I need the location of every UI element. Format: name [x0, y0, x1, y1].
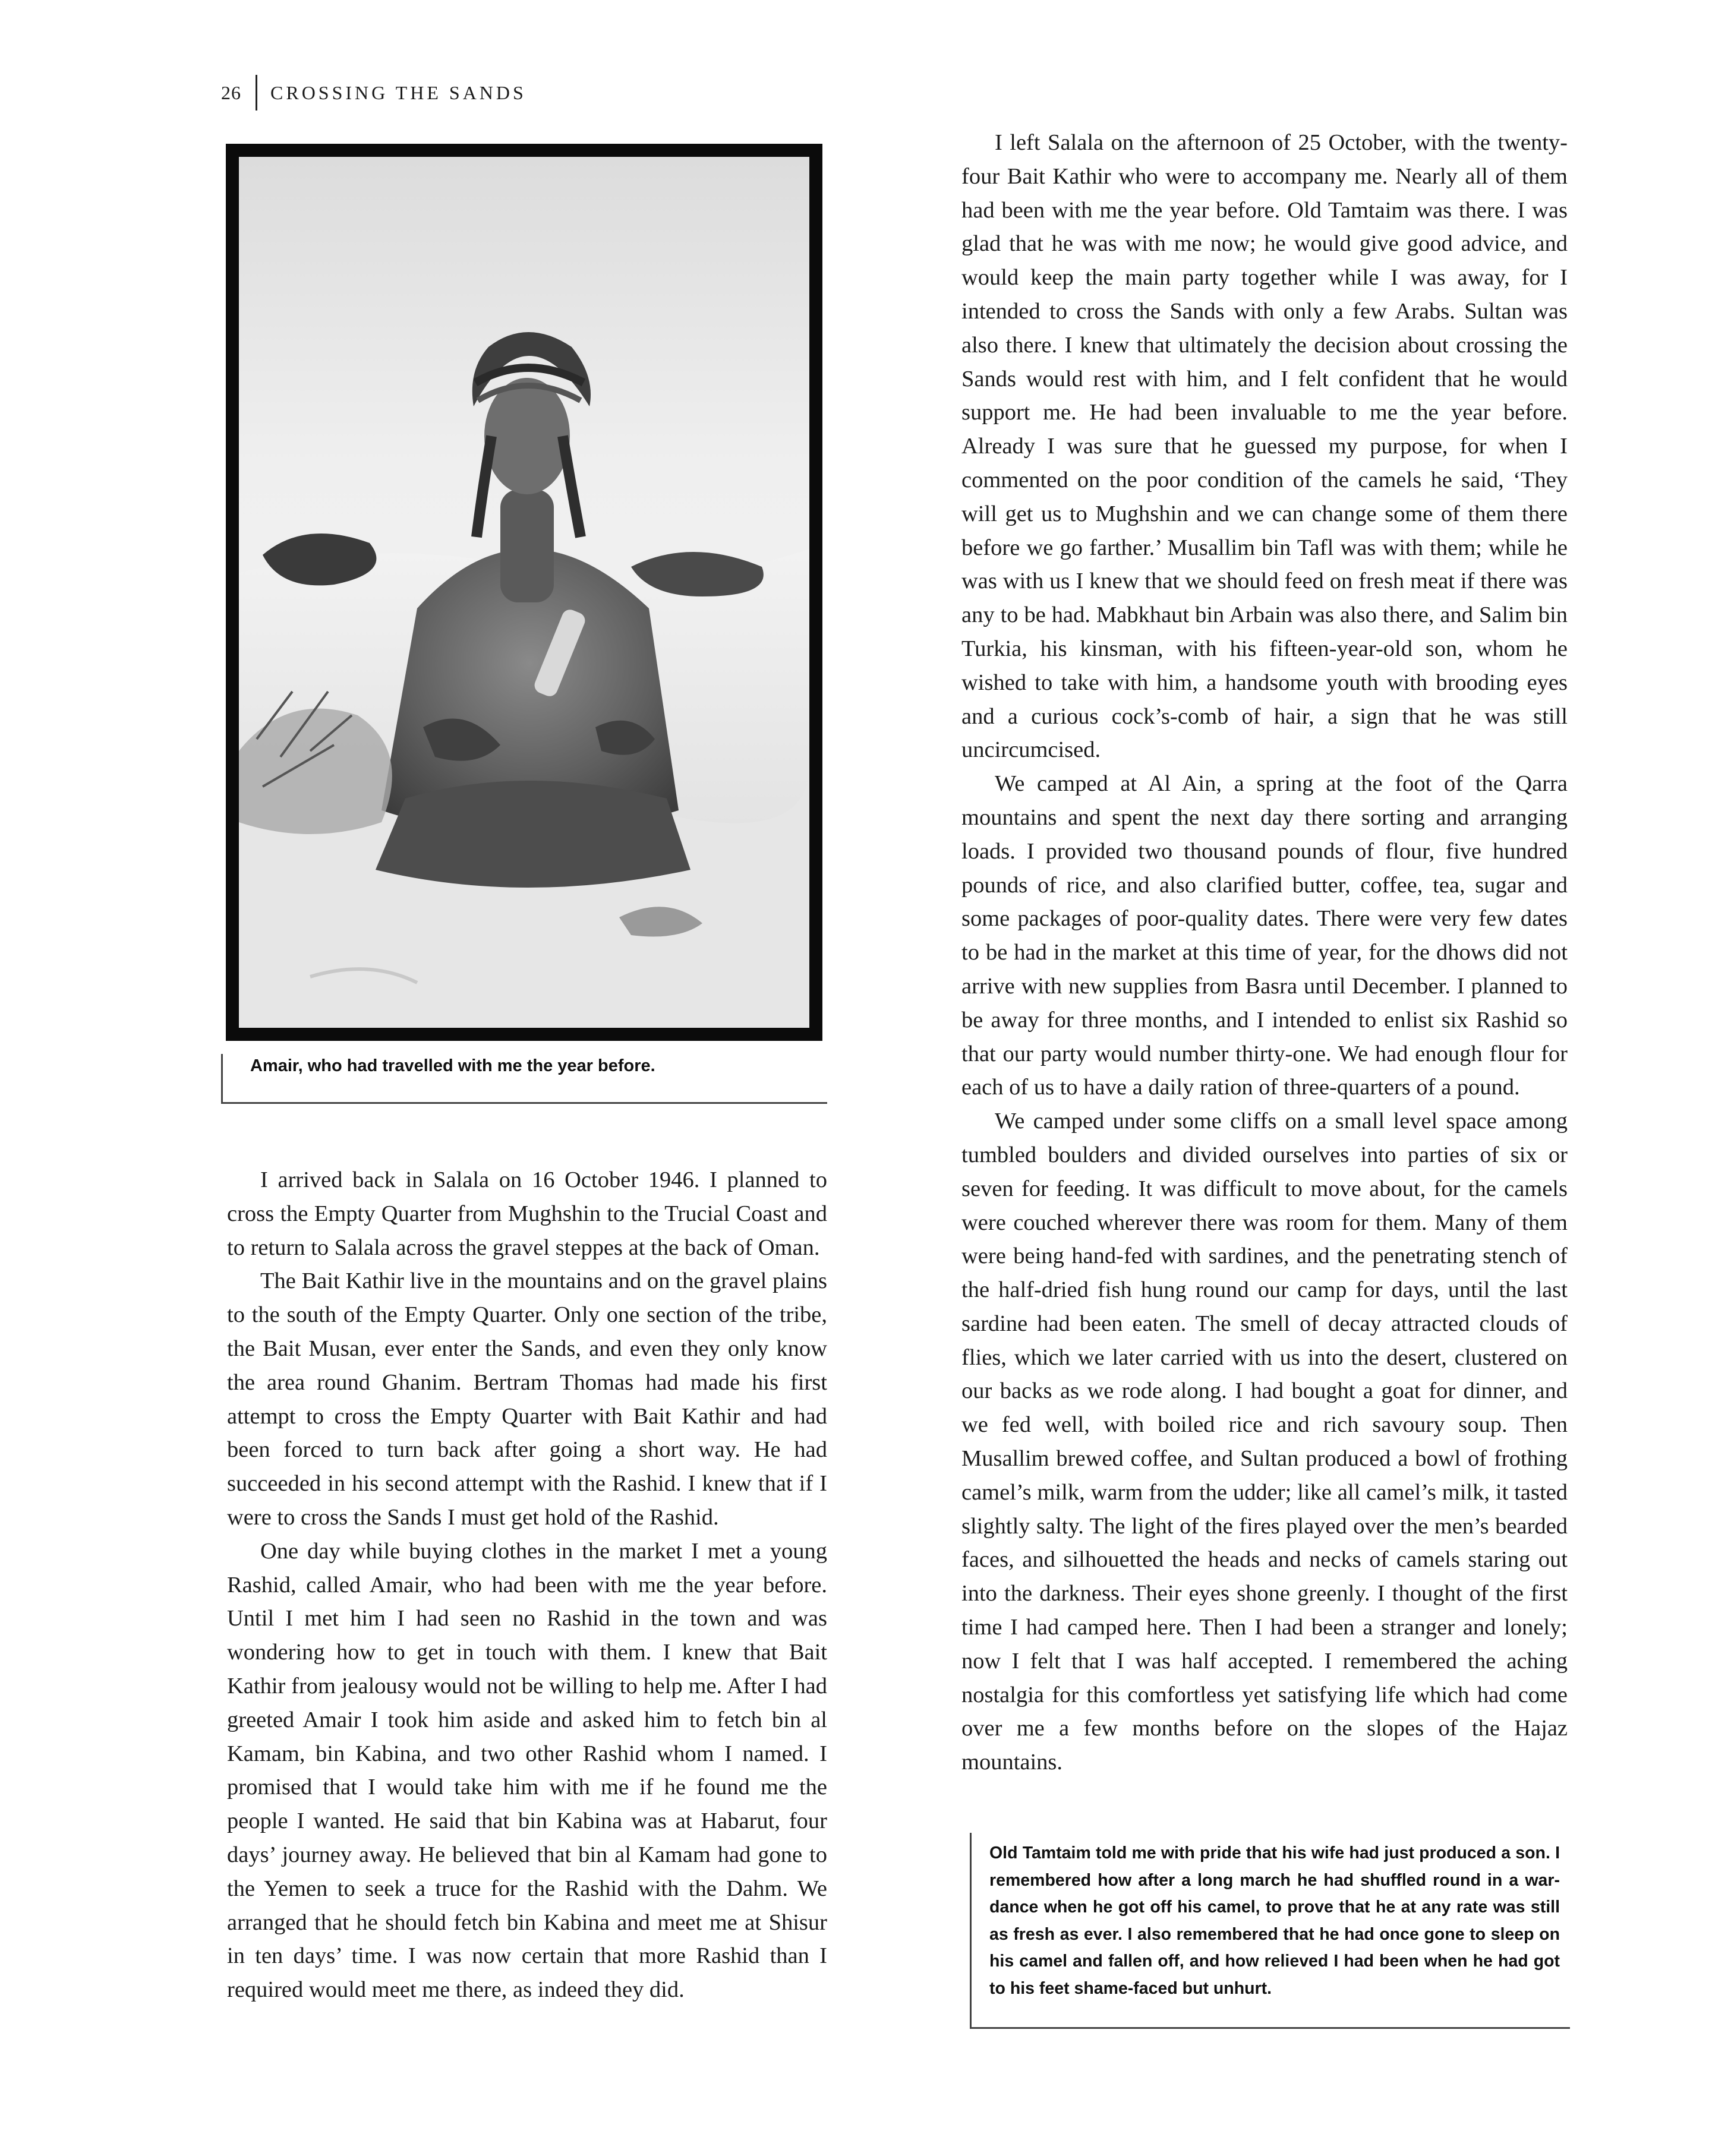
- right-text-column: [961, 126, 1568, 1779]
- photo-caption: Amair, who had travelled with me the year before.: [250, 1056, 655, 1075]
- sidebar-box: [970, 1833, 1570, 2029]
- running-header: [221, 76, 526, 109]
- paragraph: We camped at Al Ain, a spring at the foot of the Qarra mountains and spent the next day there sorting and arranging loads. I provided two thousand pounds of flour, five hundred pounds of rice, and also clarified butter, coffee, tea, sugar and some packages of poor-quality dates. There were very few dates to be had in the market at this time of year, for the dhows did not arrive with new supplies from Basra until December. I planned to be away for three months, and I intended to enlist six Rashid so that our party would number thirty-one. We had enough flour for each of us to have a daily ration of three-quarters of a pound.: [961, 771, 1568, 1100]
- sidebar-text: Old Tamtaim told me with pride that his wife had just produced a son. I remembered how after a long march he had shuffled round in a war-dance when he got off his camel, to prove that he at any rate was still as fresh as ever. I also remembered that he had once gone to sleep on his camel and fallen off, and how relieved I had been when he had got to his feet shame-faced but unhurt.: [989, 1844, 1560, 1998]
- header-divider: [256, 75, 257, 111]
- paragraph: One day while buying clothes in the market I met a young Rashid, called Amair, who had been with me the year before. Until I met him I had seen no Rashid in the town and was wondering how to get in touch with them. I knew that Bait Kathir from jealousy would not be willing to help me. After I had greeted Amair I took him aside and asked him to fetch bin al Kamam, bin Kabina, and two other Rashid whom I named. I promised that I would take him with me if he found me the people I wanted. He said that bin Kabina was at Habarut, four days’ journey away. He believed that bin al Kamam had gone to the Yemen to seek a truce for the Rashid with the Dahm. We arranged that he should fetch bin Kabina and meet me at Shisur in ten days’ time. I was now certain that more Rashid than I required would meet me there, as indeed they did.: [227, 1538, 827, 2003]
- paragraph: The Bait Kathir live in the mountains and on the gravel plains to the south of the Empty Quarter. Only one section of the tribe, the Bait Musan, ever enter the Sands, and even they only know the area round Ghanim. Bertram Thomas had made his first attempt to cross the Empty Quarter with Bait Kathir and had been forced to turn back after going a short way. He had succeeded in his second attempt with the Rashid. I knew that if I were to cross the Sands I must get hold of the Rashid.: [227, 1268, 827, 1530]
- page-number: 26: [221, 81, 241, 103]
- running-title: CROSSING THE SANDS: [270, 81, 526, 103]
- paragraph: I arrived back in Salala on 16 October 1946. I planned to cross the Empty Quarter from Mughshin to the Trucial Coast and to return to Salala across the gravel steppes at the back of Oman.: [227, 1167, 827, 1260]
- paragraph: We camped under some cliffs on a small level space among tumbled boulders and divided ourselves into parties of six or seven for feeding. It was difficult to move about, for the camels were couched wherever there was room for them. Many of them were being hand-fed with sardines, and the penetrating stench of the half-dried fish hung round our camp for days, until the last sardine had been eaten. The smell of decay attracted clouds of flies, which we later carried with us into the desert, clustered on our backs as we rode along. I had bought a goat for dinner, and we fed well, with boiled rice and rich savoury soup. Then Musallim brewed coffee, and Sultan produced a bowl of frothing camel’s milk, warm from the udder; like all camel’s milk, it tasted slightly salty. The light of the fires played over the men’s bearded faces, and silhouetted the heads and necks of camels staring out into the darkness. Their eyes shone greenly. I thought of the first time I had camped here. Then I had been a stranger and lonely; now I felt that I was half accepted. I remembered the aching nostalgia for this comfortless yet satisfying life which had come over me a few months before on the slopes of the Hajaz mountains.: [961, 1109, 1568, 1775]
- photo-caption-block: [221, 1054, 827, 1104]
- paragraph: I left Salala on the afternoon of 25 October, with the twenty-four Bait Kathir who were to accompany me. Nearly all of them had been with me the year before. Old Tamtaim was there. I was glad that he was with me now; he would give good advice, and would keep the main party together while I was away, for I intended to cross the Sands with only a few Arabs. Sultan was also there. I knew that ultimately the decision about crossing the Sands would rest with him, and I felt confident that he would support me. He had been invaluable to me the year before. Already I was sure that he guessed my purpose, for when I commented on the poor condition of the camels he said, ‘They will get us to Mughshin and we can change some of them there before we go farther.’ Musallim bin Tafl was with them; while he was with us I knew that we should feed on fresh meat if there was any to be had. Mabkhaut bin Arbain was also there, and Salim bin Turkia, his kinsman, with his fifteen-year-old son, whom he wished to take with him, a handsome youth with brooding eyes and a curious cock’s-comb of hair, a sign that he was still uncircumcised.: [961, 130, 1568, 763]
- photo-frame: [226, 144, 822, 1041]
- left-text-column: [227, 1163, 827, 2007]
- photograph-of-amair: [239, 157, 809, 1028]
